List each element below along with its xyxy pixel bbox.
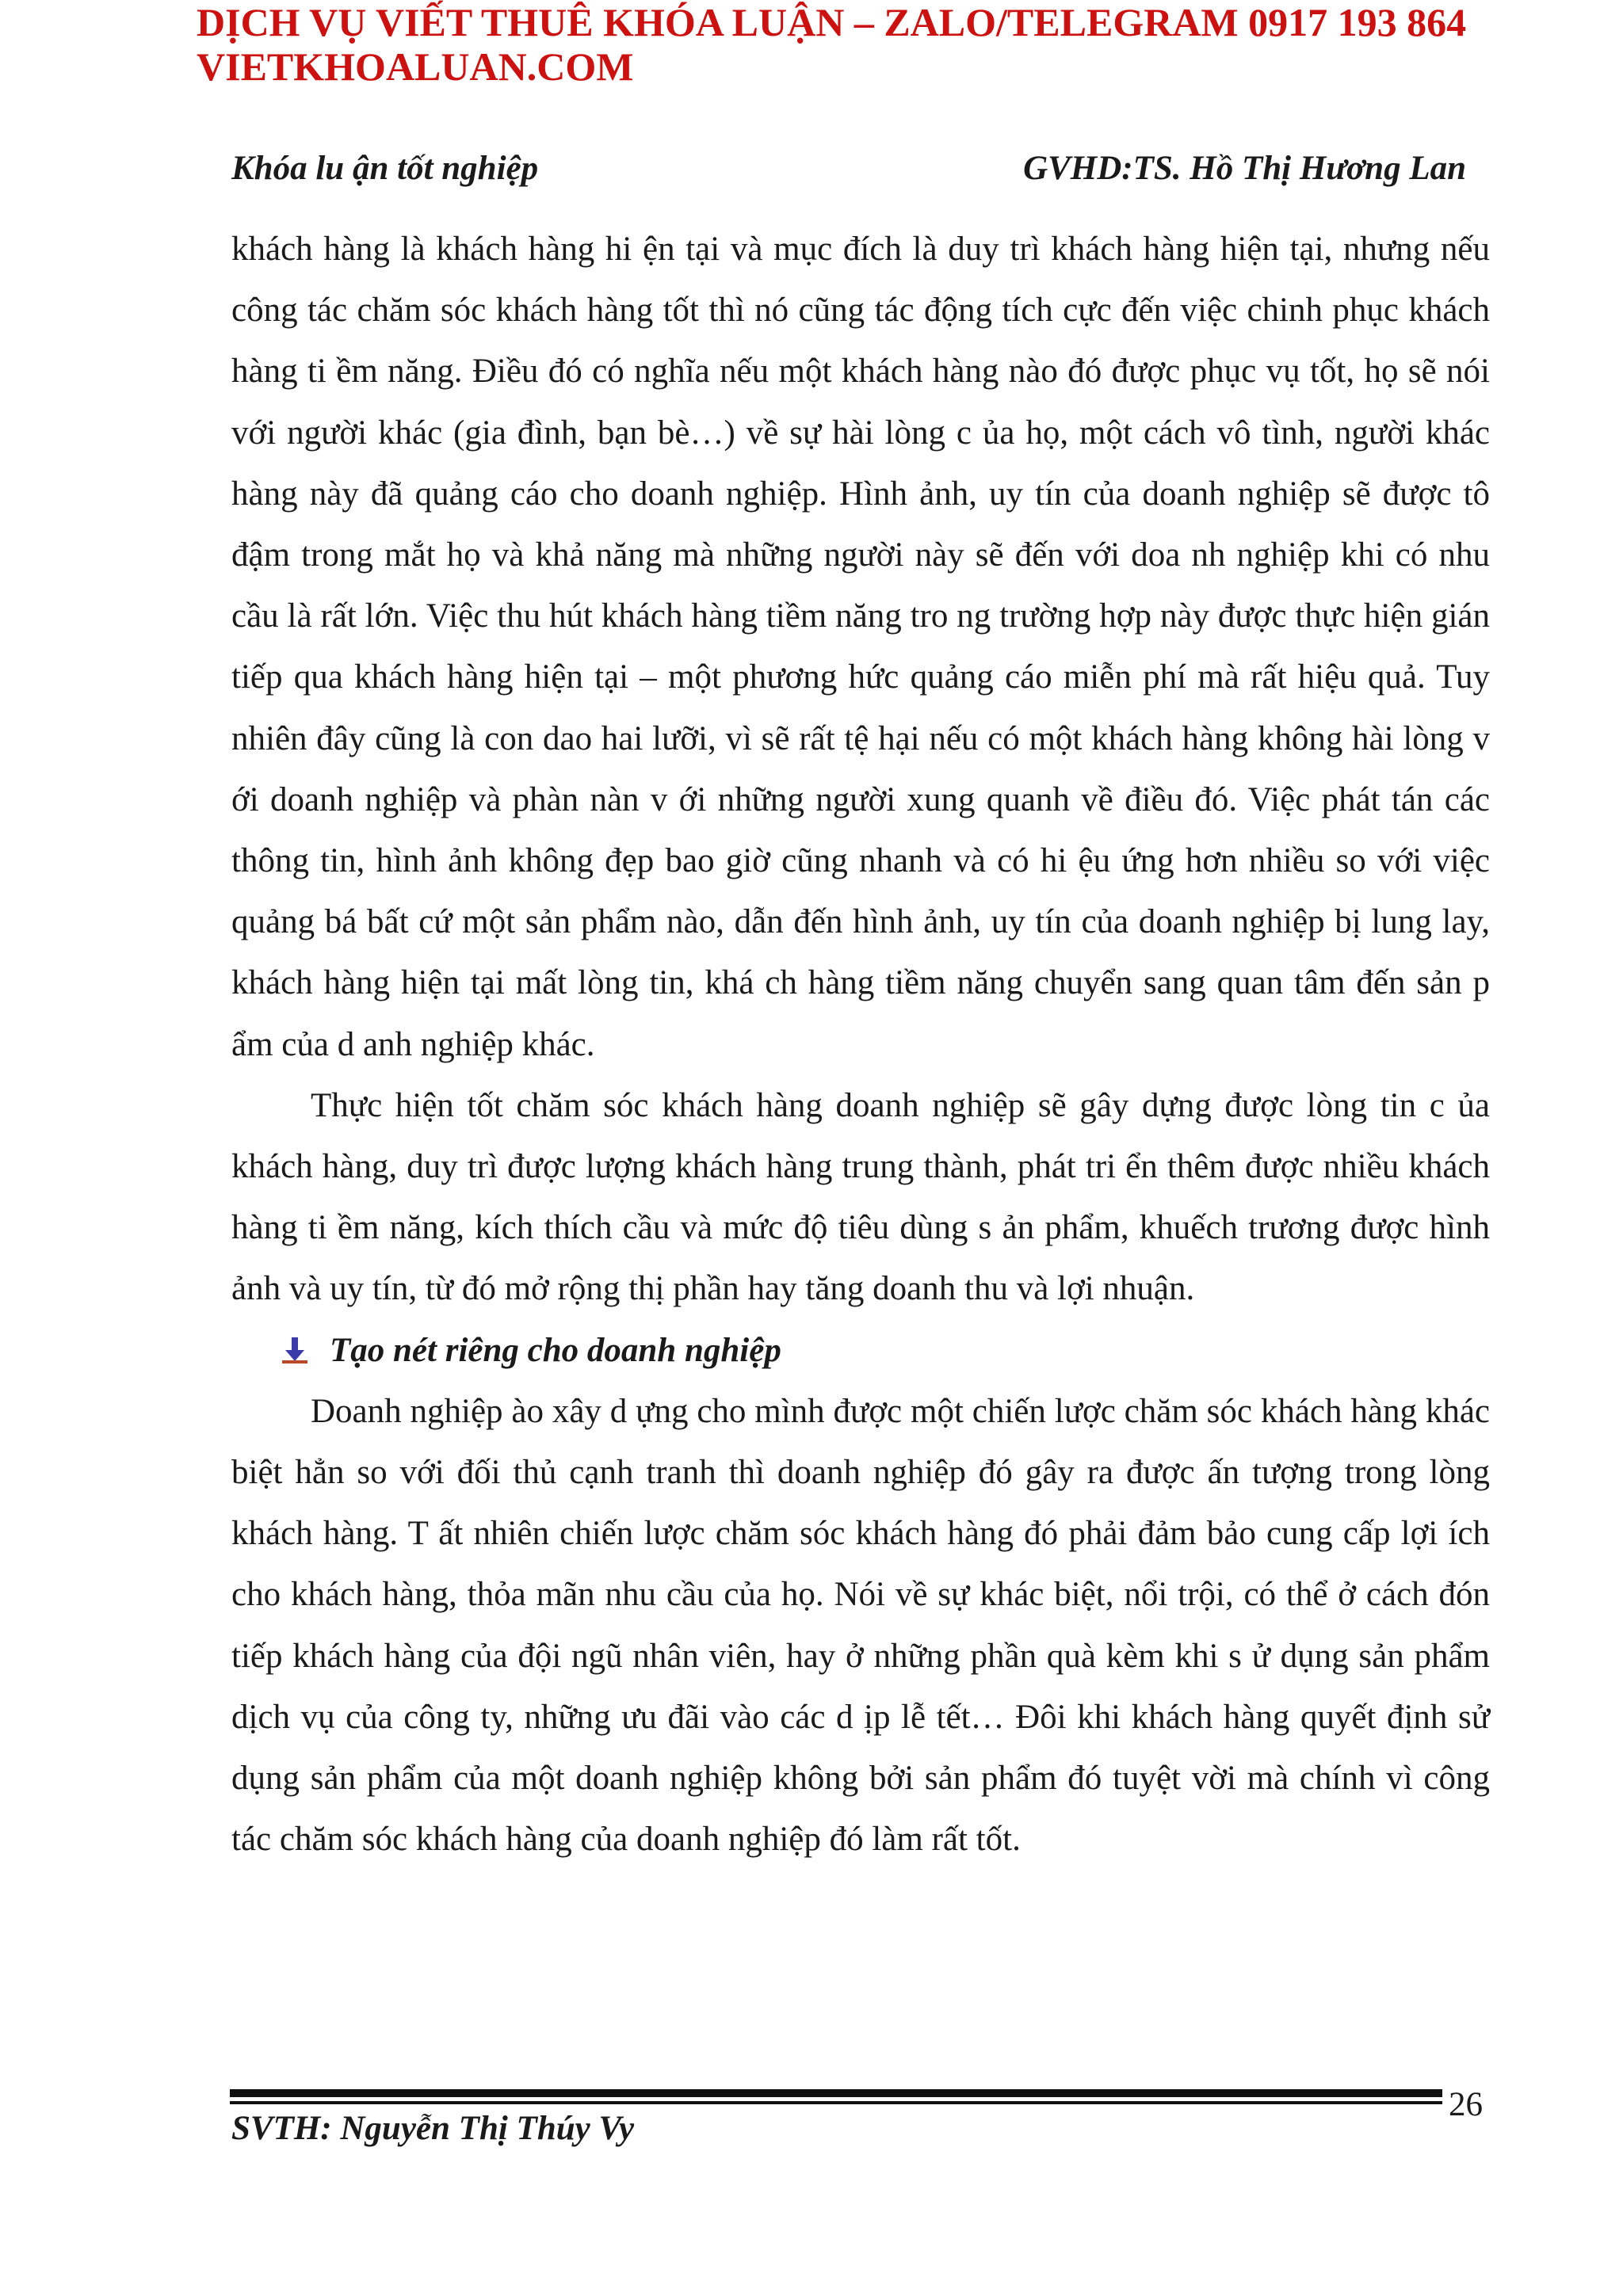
footer-student-name: SVTH: Nguyễn Thị Thúy Vy — [231, 2110, 635, 2147]
footer-rule-thin — [230, 2101, 1442, 2104]
document-body — [231, 219, 1490, 1870]
body-paragraph-1: khách hàng là khách hàng hi ện tại và mục đích là duy trì khách hàng hiện tại, nhưng nếu công tác chăm sóc khách hàng tốt thì nó cũng tác động tích cực đến việc chinh phục khách hàng ti ềm năng. Điều đó có nghĩa nếu một khách hàng nào đó được phục vụ tốt, họ sẽ nói với người khác (gia đình, bạn bè…) về sự hài lòng c ủa họ, một cách vô tình, người khác hàng này đã quảng cáo cho doanh nghiệp. Hình ảnh, uy tín của doanh nghiệp sẽ được tô đậm trong mắt họ và khả năng mà những người này sẽ đến với doa nh nghiệp khi có nhu cầu là rất lớn. Việc thu hút khách hàng tiềm năng tro ng trường hợp này được thực hiện gián tiếp qua khách hàng hiện tại – một phương hức quảng cáo miễn phí mà rất hiệu quả. Tuy nhiên đây cũng là con dao hai lưỡi, vì sẽ rất tệ hại nếu có một khách hàng không hài lòng v ới doanh nghiệp và phàn nàn v ới những người xung quanh về điều đó. Việc phát tán các thông tin, hình ảnh không đẹp bao giờ cũng nhanh và có hi ệu ứng hơn nhiều so với việc quảng bá bất cứ một sản phẩm nào, dẫn đến hình ảnh, uy tín của doanh nghiệp bị lung lay, khách hàng hiện tại mất lòng tin, khá ch hàng tiềm năng chuyển sang quan tâm đến sản p ẩm của d anh nghiệp khác. — [231, 231, 1490, 1063]
header-advisor: GVHD:TS. Hồ Thị Hương Lan — [1023, 150, 1466, 187]
promo-banner — [197, 0, 1466, 89]
section-heading — [231, 1320, 1490, 1381]
body-paragraph-3: Doanh nghiệp ào xây d ựng cho mình được một chiến lược chăm sóc khách hàng khác biệt hẳn so với đối thủ cạnh tranh thì doanh nghiệp đó gây ra được ấn tượng trong lòng khách hàng. T ất nhiên chiến lược chăm sóc khách hàng đó phải đảm bảo cung cấp lợi ích cho khách hàng, thỏa mãn nhu cầu của họ. Nói về sự khác biệt, nổi trội, có thể ở cách đón tiếp khách hàng của đội ngũ nhân viên, hay ở những phần quà kèm khi s ử dụng sản phẩm dịch vụ của công ty, những ưu đãi vào các d ịp lễ tết… Đôi khi khách hàng quyết định sử dụng sản phẩm của một doanh nghiệp không bởi sản phẩm đó tuyệt vời mà chính vì công tác chăm sóc khách hàng của doanh nghiệp đó làm rất tốt. — [231, 1392, 1490, 1859]
footer-rule-thick — [230, 2089, 1442, 2097]
section-heading-text: Tạo nét riêng cho doanh nghiệp — [330, 1331, 781, 1369]
promo-banner-line-1: DỊCH VỤ VIẾT THUÊ KHÓA LUẬN – ZALO/TELEGRAM 0917 193 864 — [197, 0, 1467, 44]
body-paragraph-2: Thực hiện tốt chăm sóc khách hàng doanh nghiệp sẽ gây dựng được lòng tin c ủa khách hàng, duy trì được lượng khách hàng trung thành, phát tri ển thêm được nhiều khách hàng ti ềm năng, kích thích cầu và mức độ tiêu dùng s ản phẩm, khuếch trương được hình ảnh và uy tín, từ đó mở rộng thị phần hay tăng doanh thu và lợi nhuận. — [231, 1086, 1490, 1308]
header-thesis-label: Khóa lu ận tốt nghiệp — [231, 150, 539, 187]
page-number: 26 — [1449, 2086, 1483, 2123]
arrow-bullet-icon — [281, 1336, 309, 1364]
page-header — [231, 149, 1466, 193]
promo-banner-line-2: VIETKHOALUAN.COM — [197, 44, 634, 89]
